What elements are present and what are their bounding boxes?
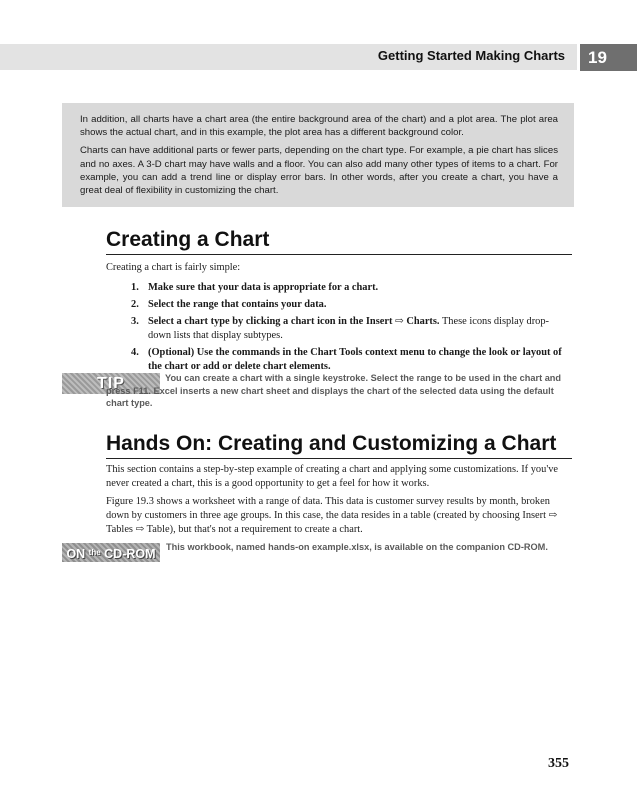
list-item <box>106 281 572 295</box>
list-item <box>106 298 572 312</box>
step-number: 4. <box>131 347 139 358</box>
page-number: 355 <box>548 756 569 771</box>
steps-list <box>106 281 572 377</box>
step-bold-text: Make sure that your data is appropriate for a chart. <box>148 282 379 293</box>
cd-rom-badge-on: ON <box>66 547 86 561</box>
cd-rom-badge-cd: CD-ROM <box>104 547 156 561</box>
section2-paragraph-1: This section contains a step-by-step example of creating a chart and applying some customizations. If you've never created a chart, this is a good opportunity to get a feel for how it works. <box>106 464 558 489</box>
step-rest-text: These icons display drop-down lists that display subtypes. <box>148 316 550 341</box>
cd-rom-badge-the: the <box>88 548 101 557</box>
shaded-paragraph: Charts can have additional parts or fewer parts, depending on the chart type. For example, a pie chart has slices and no axes. A 3-D chart may have walls and a floor. You can also add many other types of items to a chart. For example, you can add a trend line or display error bars. In other words, after you create a chart, you have a great deal of flexibility in customizing the chart. <box>80 145 558 197</box>
section-heading-hands-on: Hands On: Creating and Customizing a Chart <box>106 432 572 459</box>
section-intro: Creating a chart is fairly simple: <box>106 262 241 273</box>
list-item <box>106 346 572 374</box>
list-item <box>106 315 572 343</box>
shaded-paragraph: In addition, all charts have a chart area (the entire background area of the chart) and a plot area. The plot area shows the actual chart, and in this example, the plot area has a different background color. <box>80 114 558 139</box>
step-number: 1. <box>131 282 139 293</box>
section2-paragraph-2: Figure 19.3 shows a worksheet with a range of data. This data is customer survey results by month, broken down by customers in three age groups. In this case, the data resides in a table (created by choosing Insert ⇨ Tables ⇨ Table), but that's not a requirement to create a chart. <box>106 496 558 535</box>
step-bold-text: Select a chart type by clicking a chart icon in the Insert ⇨ Charts. <box>148 316 440 327</box>
running-header-title: Getting Started Making Charts <box>377 48 565 63</box>
tip-badge: TIP <box>62 373 160 394</box>
step-number: 2. <box>131 299 139 310</box>
step-bold-text: (Optional) Use the commands in the Chart Tools context menu to change the look or layout of the chart or add or delete chart elements. <box>148 347 562 372</box>
cd-rom-note-text: This workbook, named hands-on example.xlsx, is available on the companion CD-ROM. <box>166 542 548 552</box>
section-heading-creating-a-chart: Creating a Chart <box>106 228 572 255</box>
tip-text: You can create a chart with a single keystroke. Select the range to be used in the chart and press F11. Excel inserts a new chart sheet and displays the chart of the selected data using the default chart type. <box>106 373 562 408</box>
shaded-info-box <box>62 103 574 207</box>
cd-rom-badge <box>62 543 160 562</box>
step-number: 3. <box>131 316 139 327</box>
chapter-number-badge: 19 <box>580 44 637 71</box>
step-bold-text: Select the range that contains your data. <box>148 299 327 310</box>
